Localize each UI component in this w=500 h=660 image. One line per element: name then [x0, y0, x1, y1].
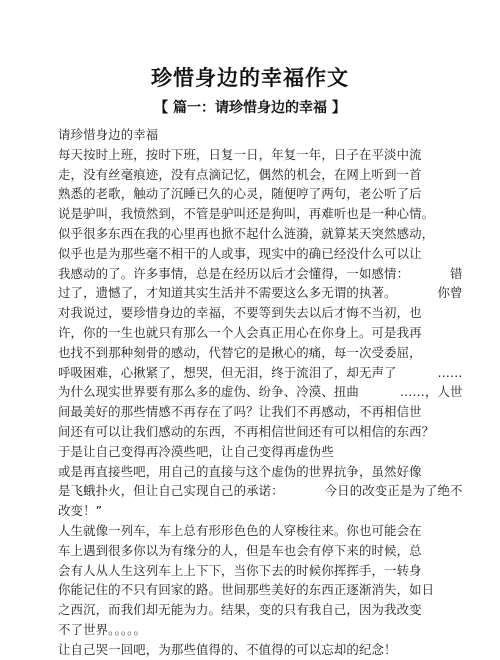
text-line: 似乎也是为那些毫不相干的人或事，现实中的确已经没什么可以让: [58, 245, 422, 261]
text-line: 似乎很多东西在我的心里再也掀不起什么涟漪，就算某天突然感动，: [58, 225, 435, 241]
text-line: 间最美好的那些情感不再存在了吗？让我们不再感动，不再相信世: [58, 404, 422, 420]
text-line: 于是让自己变得再冷漠些吧，让自己变得再虚伪些: [58, 443, 334, 459]
text-line: 不了世界。。。。。: [58, 621, 147, 637]
text-line: 许，你的一生也就只有那么一个人会真正用心在你身上。可是我再: [58, 324, 422, 340]
text-line: 走，没有丝毫痕迹，没有点滴记忆，偶然的机会，在网上听到一首: [58, 166, 422, 182]
text-line: 会有人从人生这列车上上下下，当你下去的时候你挥挥手，一转身: [58, 562, 422, 578]
text-line: 之西沉，而我们却无能为力。结果，变的只有我自己，因为我改变: [58, 602, 422, 618]
text-line: 呼吸困难，心揪紧了，想哭，但无泪，终于流泪了，却无声了 ……: [58, 364, 463, 380]
page-title: 珍惜身边的幸福作文: [151, 66, 349, 90]
text-line: 你能记住的不只有回家的路。世间那些美好的东西正逐渐消失，如日: [58, 582, 435, 598]
text-line: 人生就像一列车，车上总有形形色色的人穿梭往来。你也可能会在: [58, 522, 422, 538]
text-line: 我感动的了。许多事情，总是在经历以后才会懂得，一如感情： 错: [58, 265, 463, 281]
text-line: 改变！”: [58, 503, 103, 519]
text-line: 为什么现实世界要有那么多的虚伪、纷争、冷漠、扭曲 ……，人世: [58, 384, 463, 400]
section-heading: 【 篇一：请珍惜身边的幸福 】: [154, 100, 346, 116]
text-line: 间还有可以让我们感动的东西，不再相信世间还有可以相信的东西？: [58, 423, 435, 439]
text-line: 请珍惜身边的幸福: [58, 127, 159, 142]
text-line: 过了，遗憾了，才知道其实生活并不需要这么多无谓的执著。 你曾: [58, 285, 463, 301]
text-line: 是飞蛾扑火，但让自己实现自己的承诺： 今日的改变正是为了绝不: [58, 483, 463, 499]
text-line: 每天按时上班，按时下班，日复一日，年复一年，日子在平淡中流: [58, 146, 422, 162]
text-line: 说是驴叫，我愤然到，不管是驴叫还是狗叫，再难听也是一种心情。: [58, 206, 435, 222]
text-line: 对我说过，要珍惜身边的幸福，不要等到失去以后才悔不当初，也: [58, 305, 422, 321]
text-line: 熟悉的老歌，触动了沉睡已久的心灵，随便哼了两句，老公听了后: [58, 186, 422, 202]
text-line: 车上遇到很多你以为有缘分的人，但是车也会有停下来的时候，总: [58, 542, 422, 558]
essay-body: [58, 125, 490, 660]
text-line: 让自己哭一回吧，为那些值得的、不值得的可以忘却的纪念！: [58, 641, 397, 657]
text-line: 或是再直接些吧，用自己的直接与这个虚伪的世界抗争，虽然好像: [58, 463, 422, 479]
text-line: 也找不到那种刻骨的感动，代替它的是揪心的痛，每一次受委屈，: [58, 344, 422, 360]
